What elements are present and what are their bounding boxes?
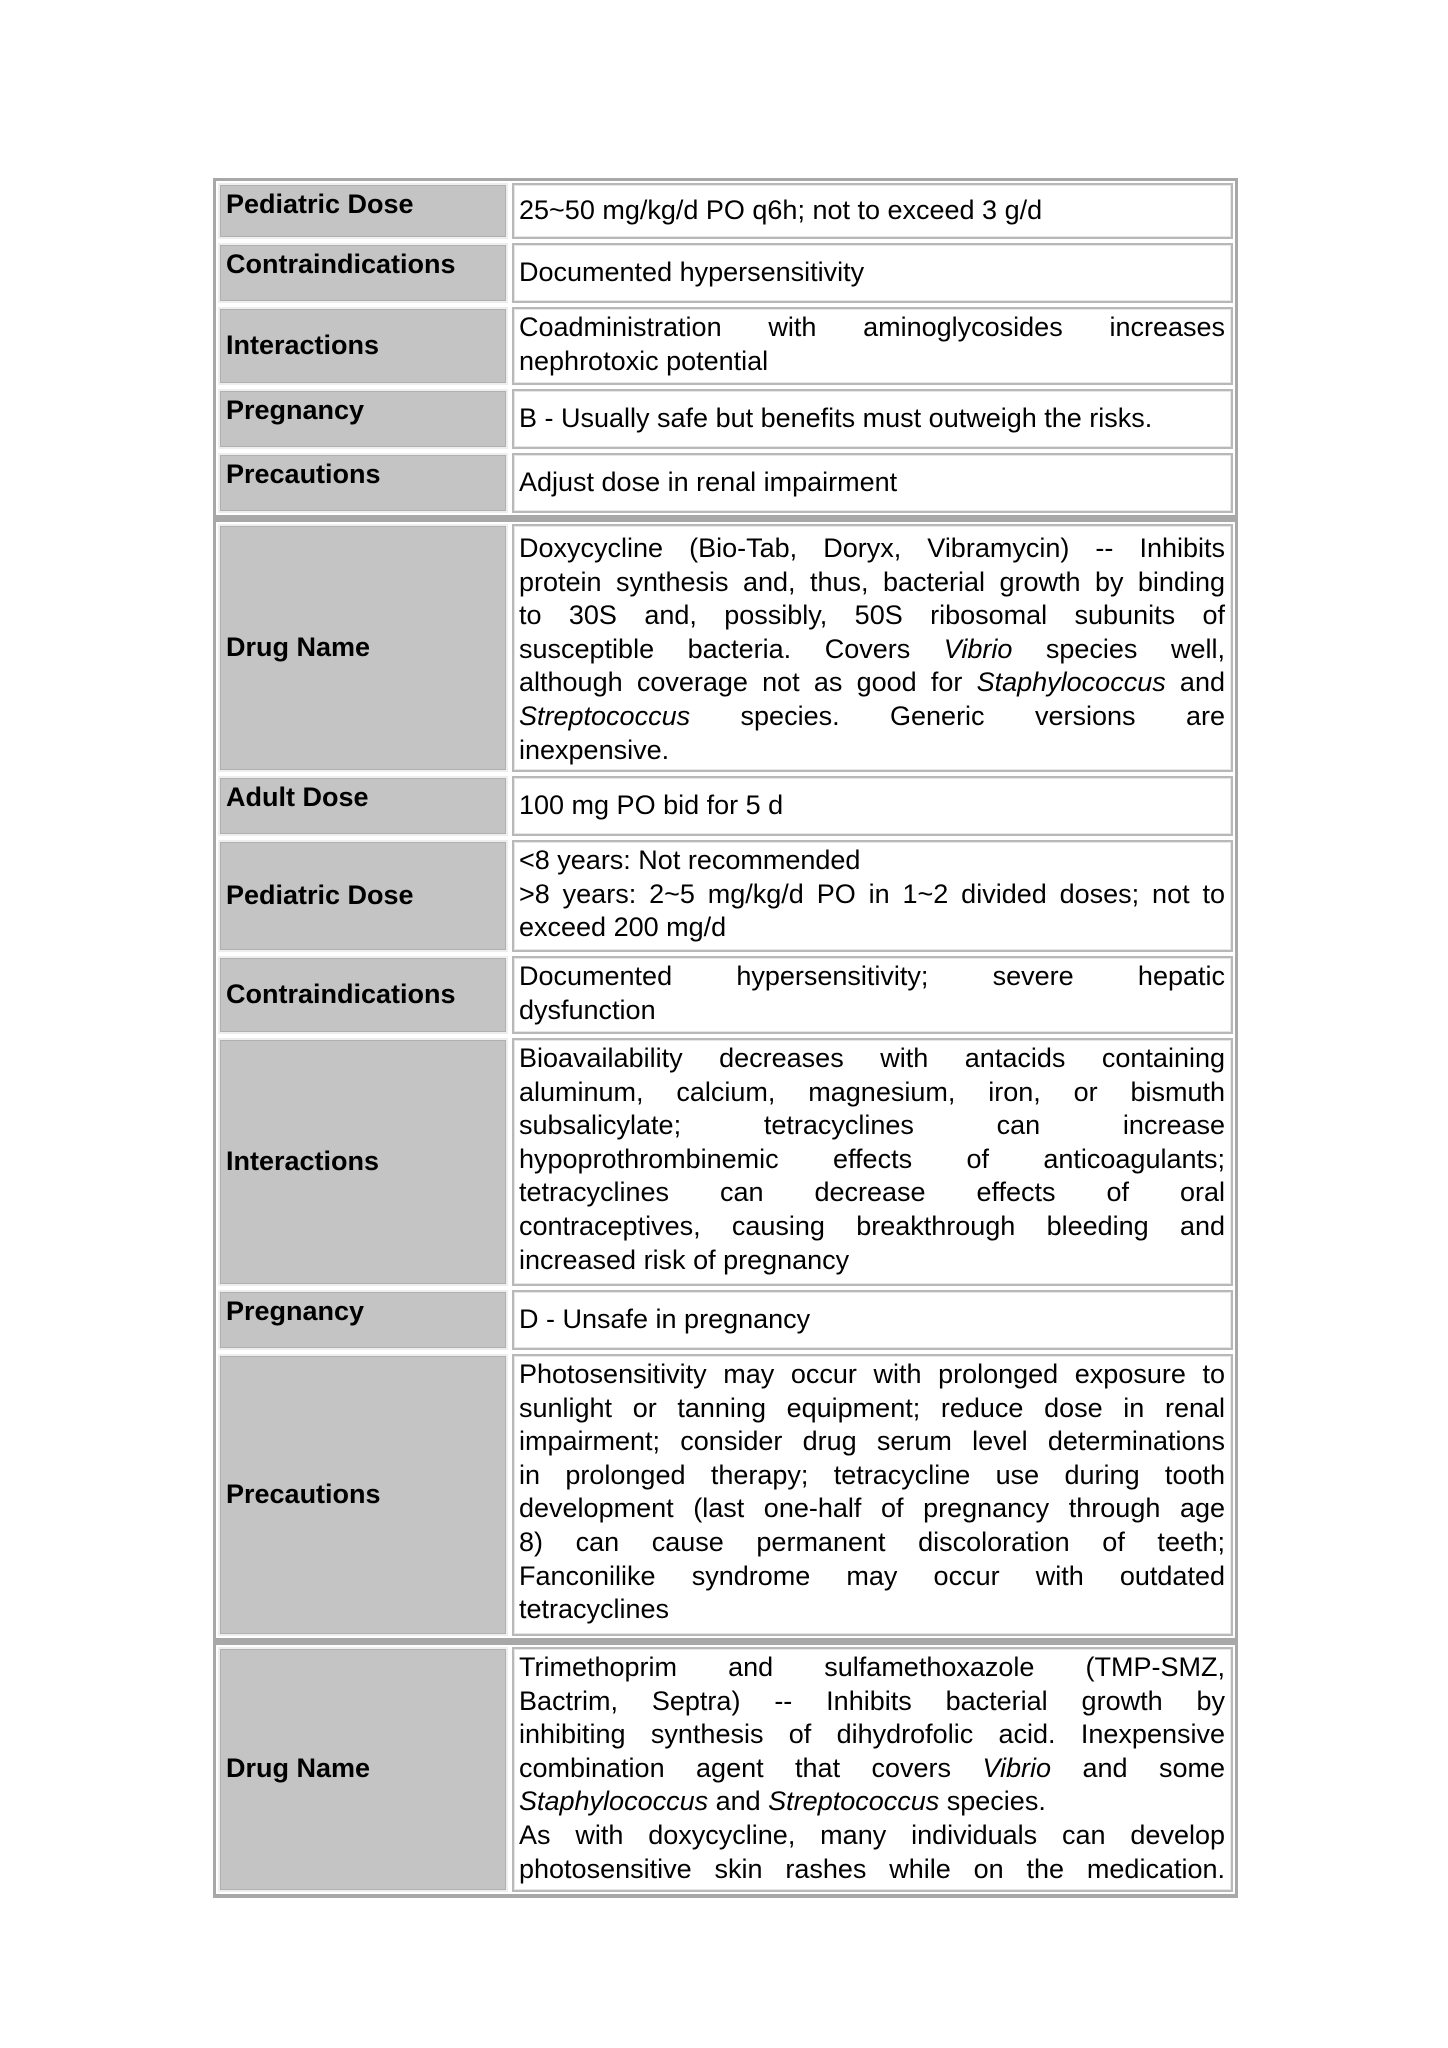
- row-label: Pediatric Dose: [218, 183, 508, 239]
- row-value-line-3: exceed 200 mg/d: [519, 912, 727, 943]
- table-row: [216, 838, 1235, 954]
- drug-group-1: [213, 178, 1238, 519]
- table-row: [216, 387, 1235, 451]
- row-value-line-2: nephrotoxic potential: [519, 345, 769, 376]
- italic-genus: Streptococcus: [768, 1786, 940, 1817]
- drug-information-table: [213, 178, 1238, 1898]
- italic-genus: Staphylococcus: [519, 1786, 709, 1817]
- table-row: [216, 1288, 1235, 1352]
- row-label: Adult Dose: [218, 776, 508, 836]
- drug-group-3: [213, 1642, 1238, 1898]
- row-value: 100 mg PO bid for 5 d: [512, 776, 1233, 836]
- table-row: [216, 181, 1235, 241]
- row-value: Bioavailability decreases with antacids containing aluminum, calcium, magnesium, iron, or bismuth subsalicylate; tetracyclines can increase hypoprothrombinemic effects of anticoagulants; tetracyclines can decrease effects of oral contraceptives, causing breakthrough bleeding and increased risk of pregnancy: [512, 1038, 1233, 1286]
- row-value: Trimethoprim and sulfamethoxazole (TMP-SMZ, Bactrim, Septra) -- Inhibits bacterial growth by inhibiting synthesis of dihydrofolic acid. Inexpensive combination agent that covers Vibrio and some Staphylococcus and Streptococcus species. As with doxycycline, many individuals can develop photosensitive skin rashes while on the medication.: [512, 1647, 1233, 1892]
- row-label: Interactions: [218, 307, 508, 385]
- row-value: 25~50 mg/kg/d PO q6h; not to exceed 3 g/d: [512, 183, 1233, 239]
- table-row: [216, 954, 1235, 1036]
- row-value-line-1: <8 years: Not recommended: [519, 845, 861, 875]
- row-value: B - Usually safe but benefits must outweigh the risks.: [512, 389, 1233, 449]
- row-value: Documented hypersensitivity: [512, 243, 1233, 303]
- row-label: Pregnancy: [218, 1290, 508, 1350]
- row-value-line-1: Coadministration with aminoglycosides increases: [519, 312, 1225, 342]
- row-value: Photosensitivity may occur with prolonged exposure to sunlight or tanning equipment; reduce dose in renal impairment; consider drug serum level determinations in prolonged therapy; tetracycline use during tooth development (last one-half of pregnancy through age 8) can cause permanent discoloration of teeth; Fanconilike syndrome may occur with outdated tetracyclines: [512, 1354, 1233, 1636]
- row-label: Precautions: [218, 1354, 508, 1636]
- row-label: Contraindications: [218, 956, 508, 1034]
- italic-genus: Streptococcus: [519, 700, 691, 731]
- row-label: Contraindications: [218, 243, 508, 303]
- row-label: Drug Name: [218, 1647, 508, 1892]
- table-row: [216, 774, 1235, 838]
- row-value: Documented hypersensitivity; severe hepatic dysfunction: [512, 956, 1233, 1034]
- row-value: [512, 307, 1233, 385]
- table-row: [216, 522, 1235, 774]
- table-row: [216, 1352, 1235, 1638]
- row-value-line-2: >8 years: 2~5 mg/kg/d PO in 1~2 divided doses; not to: [519, 878, 1225, 909]
- table-row: [216, 1036, 1235, 1288]
- row-value: Adjust dose in renal impairment: [512, 453, 1233, 513]
- italic-genus: Staphylococcus: [976, 667, 1166, 698]
- table-row: [216, 241, 1235, 305]
- row-value: Doxycycline (Bio-Tab, Doryx, Vibramycin) -- Inhibits protein synthesis and, thus, bacterial growth by binding to 30S and, possibly, 50S ribosomal subunits of susceptible bacteria. Covers Vibrio species well, although coverage not as good for Staphylococcus and Streptococcus species. Generic versions are inexpensive.: [512, 524, 1233, 772]
- italic-genus: Vibrio: [982, 1752, 1052, 1783]
- table-row: [216, 1645, 1235, 1894]
- table-row: [216, 451, 1235, 515]
- table-row: [216, 305, 1235, 387]
- row-label: Precautions: [218, 453, 508, 513]
- drug-group-2: [213, 519, 1238, 1642]
- row-label: Drug Name: [218, 524, 508, 772]
- row-label: Interactions: [218, 1038, 508, 1286]
- row-value: [512, 840, 1233, 952]
- row-label: Pregnancy: [218, 389, 508, 449]
- row-value: D - Unsafe in pregnancy: [512, 1290, 1233, 1350]
- italic-genus: Vibrio: [943, 633, 1013, 664]
- row-label: Pediatric Dose: [218, 840, 508, 952]
